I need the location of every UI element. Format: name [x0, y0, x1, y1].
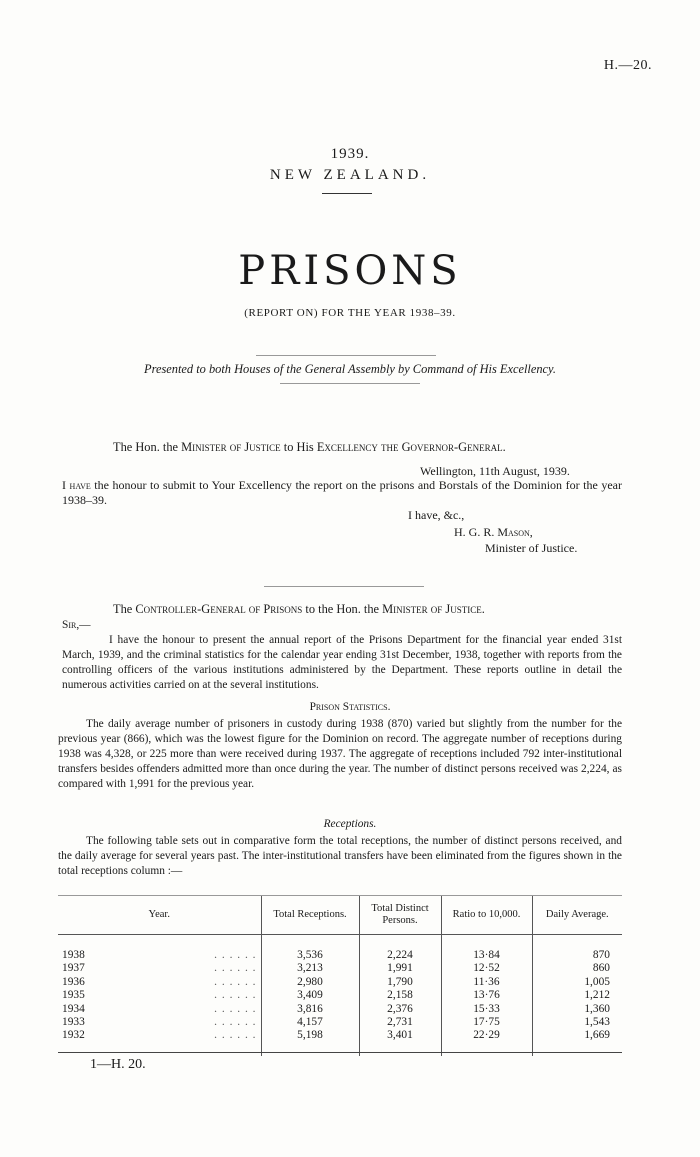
report-year: 1939.	[330, 146, 370, 162]
table-cell-distinct-persons: 2,376	[359, 1003, 441, 1016]
letter1-closing: I have, &c.,	[408, 508, 465, 522]
table-cell-ratio: 22·29	[441, 1029, 532, 1042]
letter1-heading-governor: Excellency the Governor-General	[316, 440, 503, 454]
table-cell-year	[58, 1029, 261, 1042]
table-cell-ratio: 11·36	[441, 976, 532, 989]
receptions-heading: Receptions.	[323, 818, 377, 830]
presented-divider-top	[256, 355, 436, 356]
letter1-heading	[113, 440, 506, 455]
section-divider	[264, 586, 424, 587]
table-row	[58, 1003, 622, 1016]
table-cell-daily-average: 1,543	[532, 1016, 622, 1029]
letter1-heading-mid: to His	[280, 440, 317, 454]
leader-dots: . . . . . .	[214, 989, 257, 1002]
table-row	[58, 1016, 622, 1029]
letter1-place-date: Wellington, 11th August, 1939.	[420, 464, 570, 478]
table-cell-total-receptions: 5,198	[261, 1029, 359, 1042]
leader-dots: . . . . . .	[214, 1029, 257, 1042]
table-cell-year	[58, 1016, 261, 1029]
table-cell-total-receptions: 3,816	[261, 1003, 359, 1016]
letter2-salutation: Sir,—	[62, 619, 91, 631]
table-cell-total-receptions: 3,409	[261, 989, 359, 1002]
letter1-signature-pre: H. G. R.	[454, 525, 498, 539]
table-row	[58, 949, 622, 962]
year-value: 1936	[62, 975, 85, 988]
receptions-table	[58, 896, 622, 1056]
title-divider-short	[322, 193, 372, 194]
letter1-heading-minister: Minister of Justice	[181, 440, 281, 454]
table-cell-daily-average: 1,212	[532, 989, 622, 1002]
table-cell-distinct-persons: 1,991	[359, 962, 441, 975]
presented-divider-bottom	[280, 383, 420, 384]
table-cell-daily-average: 1,005	[532, 976, 622, 989]
receptions-paragraph: The following table sets out in comparative form the total receptions, the number of distinct persons received, and the daily average for several years past. The inter-institutional transfers have been eliminated from the figures shown in the total receptions column :—	[58, 835, 622, 877]
table-row	[58, 989, 622, 1002]
sheet-signature: 1—H. 20.	[90, 1057, 146, 1072]
letter2-heading-pre: The	[113, 602, 136, 616]
page-title: PRISONS	[238, 248, 462, 294]
table-row	[58, 962, 622, 975]
table-cell-daily-average: 1,360	[532, 1003, 622, 1016]
table-header-row	[58, 896, 622, 935]
table-cell-daily-average: 860	[532, 962, 622, 975]
country-name: NEW ZEALAND.	[269, 167, 431, 183]
letter2-paragraph: I have the honour to present the annual report of the Prisons Department for the financial year ended 31st March, 1939, and the criminal statistics for the calendar year ending 31st December, 1938, together with reports from the controlling officers of the various institutions administered by the Department. These reports outline in detail the numerous activities carried on at the several institutions.	[62, 634, 622, 691]
table-cell-daily-average: 870	[532, 949, 622, 962]
column-header-distinct-persons: Total Distinct Persons.	[359, 896, 441, 935]
table-cell-ratio: 17·75	[441, 1016, 532, 1029]
letter1-heading-pre: The Hon. the	[113, 440, 182, 454]
table-bottom-rule	[58, 1052, 622, 1053]
table-cell-ratio: 13·76	[441, 989, 532, 1002]
table-cell-total-receptions: 3,536	[261, 949, 359, 962]
table-cell-distinct-persons: 3,401	[359, 1029, 441, 1042]
year-value: 1938	[62, 949, 85, 961]
letter1-body-lead: I have	[62, 478, 91, 492]
table-cell-distinct-persons: 2,731	[359, 1016, 441, 1029]
letter2-heading-mid: to the Hon. the	[302, 602, 383, 616]
leader-dots: . . . . . .	[214, 1002, 257, 1015]
table-row	[58, 1029, 622, 1042]
leader-dots: . . . . . .	[214, 1016, 257, 1029]
table-spacer-row	[58, 935, 622, 950]
leader-dots: . . . . . .	[214, 962, 257, 975]
letter1-position: Minister of Justice.	[485, 541, 578, 555]
table-cell-distinct-persons: 2,158	[359, 989, 441, 1002]
letter2-heading-end: .	[481, 602, 485, 616]
letter1-heading-end: .	[502, 440, 506, 454]
page-subtitle: (REPORT ON) FOR THE YEAR 1938–39.	[244, 307, 456, 319]
letter1-signature-end: ,	[529, 525, 533, 539]
year-value: 1935	[62, 989, 85, 1002]
year-value: 1934	[62, 1002, 85, 1015]
letter1-body-text: the honour to submit to Your Excellency the report on the prisons and Borstals of the Dominion for the year 1938–39.	[62, 478, 622, 507]
year-value: 1933	[62, 1016, 85, 1029]
table-bottom-spacer-row	[58, 1043, 622, 1056]
column-header-total-receptions: Total Receptions.	[261, 896, 359, 935]
column-header-ratio: Ratio to 10,000.	[441, 896, 532, 935]
presented-line: Presented to both Houses of the General Assembly by Command of His Excellency.	[144, 362, 556, 376]
table-cell-ratio: 15·33	[441, 1003, 532, 1016]
letter1-signature	[454, 525, 533, 540]
table-cell-year	[58, 962, 261, 975]
table-cell-ratio: 12·52	[441, 962, 532, 975]
letter2-heading-minister: Minister of Justice	[382, 602, 482, 616]
letter1-signature-surname: Mason	[497, 525, 530, 539]
page-reference: H.—20.	[603, 58, 652, 73]
year-value: 1937	[62, 962, 85, 975]
table-cell-daily-average: 1,669	[532, 1029, 622, 1042]
column-header-year: Year.	[148, 909, 170, 920]
table-cell-ratio: 13·84	[441, 949, 532, 962]
letter2-heading	[113, 602, 485, 617]
table-cell-distinct-persons: 1,790	[359, 976, 441, 989]
column-header-daily-average: Daily Average.	[532, 896, 622, 935]
table-cell-year	[58, 976, 261, 989]
letter2-heading-controller: Controller-General of Prisons	[135, 602, 303, 616]
table-cell-year	[58, 1003, 261, 1016]
table-cell-total-receptions: 4,157	[261, 1016, 359, 1029]
table-cell-total-receptions: 2,980	[261, 976, 359, 989]
table-cell-year	[58, 949, 261, 962]
table-cell-year	[58, 989, 261, 1002]
leader-dots: . . . . . .	[214, 949, 257, 961]
statistics-heading: Prison Statistics.	[309, 701, 391, 713]
statistics-paragraph: The daily average number of prisoners in custody during 1938 (870) varied but slightly from the number for the previous year (866), which was the lowest figure for the Dominion on record. The aggregate number of receptions during 1938 was 4,328, or 225 more than were received during 1937. The aggregate of receptions included 792 inter-institutional transfers besides offenders admitted more than once during the year. The number of distinct persons received was 2,224, as compared with 1,991 for the previous year.	[58, 718, 622, 790]
table-cell-total-receptions: 3,213	[261, 962, 359, 975]
letter1-body	[62, 478, 622, 508]
table-row	[58, 976, 622, 989]
year-value: 1932	[62, 1029, 85, 1042]
table-cell-distinct-persons: 2,224	[359, 949, 441, 962]
leader-dots: . . . . . .	[214, 975, 257, 988]
